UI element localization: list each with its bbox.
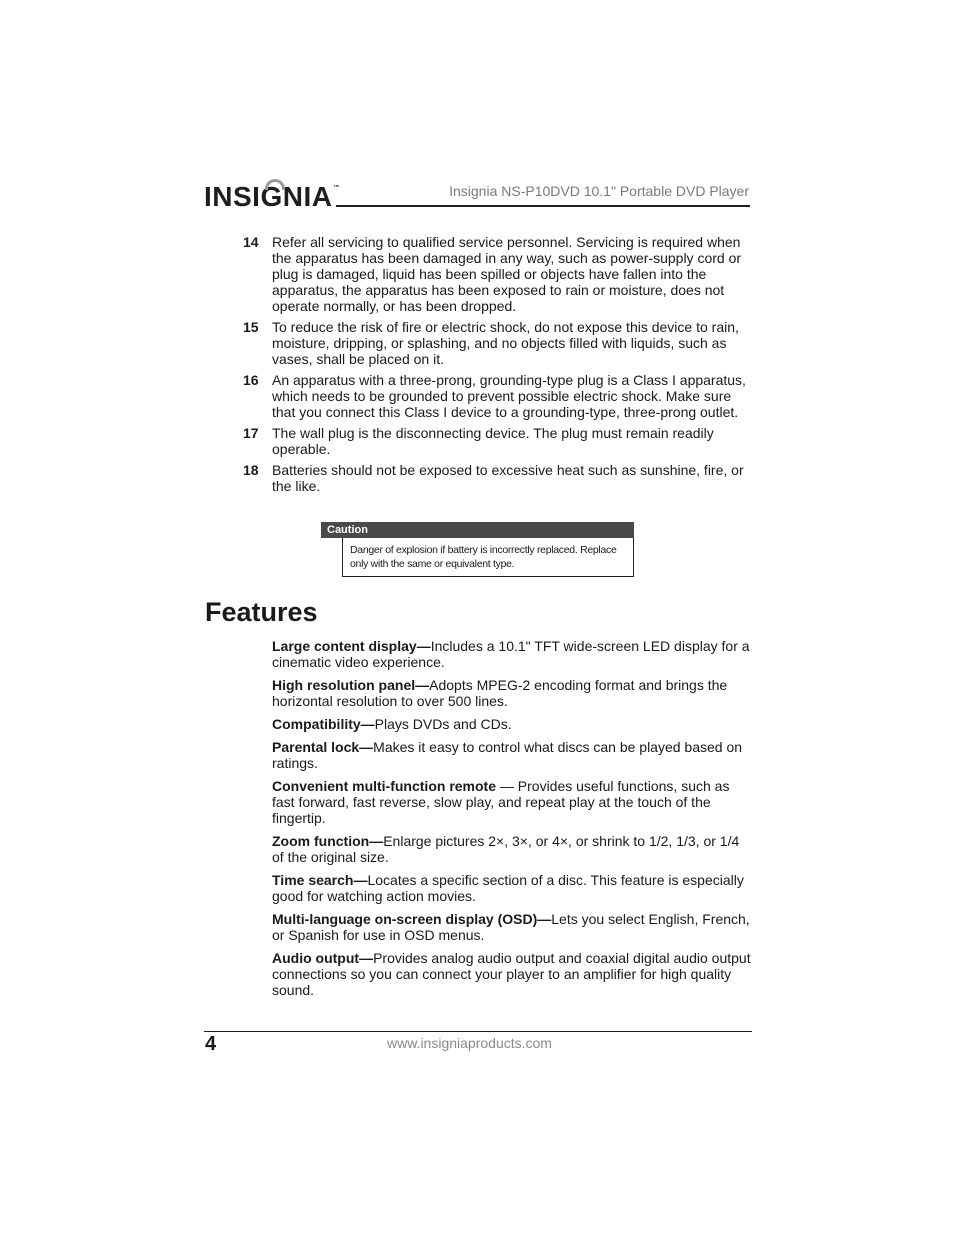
safety-item: [243, 234, 753, 314]
header-rule: [336, 205, 750, 207]
feature-label: Audio output—: [272, 950, 374, 966]
feature-text: Provides analog audio output and coaxial digital audio output connections so you can connect your player to an amplifier for high quality sound.: [272, 950, 751, 998]
item-number: 14: [243, 234, 259, 250]
item-number: 18: [243, 462, 259, 478]
trademark-mark: ™: [333, 185, 340, 191]
feature-item: [272, 950, 752, 998]
feature-item: [272, 872, 752, 904]
feature-item: [272, 638, 752, 670]
safety-item: [243, 462, 753, 494]
feature-text: — Provides useful functions, such as fast forward, fast reverse, slow play, and repeat play at the touch of the fingertip.: [272, 778, 730, 826]
section-title: Features: [205, 597, 318, 627]
caution-heading: Caution: [321, 522, 634, 538]
item-text: Refer all servicing to qualified service personnel. Servicing is required when the apparatus has been damaged in any way, such as power-supply cord or plug is damaged, liquid has been spilled or objects have fallen into the apparatus, the apparatus has been exposed to rain or moisture, does not operate normally, or has been dropped.: [272, 234, 742, 314]
header-title: Insignia NS-P10DVD 10.1" Portable DVD Player: [449, 183, 749, 199]
feature-label: Convenient multi-function remote: [272, 778, 496, 794]
item-number: 15: [243, 319, 259, 335]
item-number: 16: [243, 372, 259, 388]
feature-label: Parental lock—: [272, 739, 374, 755]
item-text: The wall plug is the disconnecting device. The plug must remain readily operable.: [272, 425, 714, 457]
feature-label: Zoom function—: [272, 833, 384, 849]
feature-item: [272, 716, 752, 732]
brand-name: INSIGNIA: [204, 181, 333, 212]
feature-item: [272, 739, 752, 771]
item-text: An apparatus with a three-prong, grounding-type plug is a Class I apparatus, which needs to be grounded to prevent possible electric shock. Make sure that you connect this Class I device to a grounding-type, three-prong outlet.: [272, 372, 746, 420]
footer-rule: [204, 1031, 752, 1032]
feature-label: Time search—: [272, 872, 368, 888]
safety-item: [243, 372, 753, 420]
feature-text: Enlarge pictures 2×, 3×, or 4×, or shrink to 1/2, 1/3, or 1/4 of the original size.: [272, 833, 740, 865]
item-number: 17: [243, 425, 259, 441]
caution-box: [321, 522, 634, 577]
brand-logo: [204, 179, 340, 215]
feature-item: [272, 677, 752, 709]
feature-text: Locates a specific section of a disc. This feature is especially good for watching action movies.: [272, 872, 744, 904]
caution-text: Danger of explosion if battery is incorrectly replaced. Replace only with the same or equivalent type.: [342, 538, 634, 577]
feature-label: Compatibility—: [272, 716, 375, 732]
footer-url[interactable]: www.insigniaproducts.com: [387, 1035, 552, 1051]
safety-item: [243, 425, 753, 457]
feature-text: Adopts MPEG-2 encoding format and brings the horizontal resolution to over 500 lines.: [272, 677, 728, 709]
features-list: [272, 638, 752, 1005]
page-number: 4: [205, 1033, 217, 1055]
feature-item: [272, 833, 752, 865]
feature-item: [272, 911, 752, 943]
safety-item: [243, 319, 753, 367]
feature-text: Includes a 10.1" TFT wide-screen LED display for a cinematic video experience.: [272, 638, 750, 670]
feature-item: [272, 778, 752, 826]
feature-label: Large content display—: [272, 638, 431, 654]
feature-label: Multi-language on-screen display (OSD)—: [272, 911, 552, 927]
feature-text: Lets you select English, French, or Spanish for use in OSD menus.: [272, 911, 750, 943]
item-text: Batteries should not be exposed to excessive heat such as sunshine, fire, or the like.: [272, 462, 744, 494]
item-text: To reduce the risk of fire or electric shock, do not expose this device to rain, moisture, dripping, or splashing, and no objects filled with liquids, such as vases, shall be placed on it.: [272, 319, 739, 367]
feature-label: High resolution panel—: [272, 677, 430, 693]
feature-text: Plays DVDs and CDs.: [374, 716, 512, 732]
safety-list: [243, 234, 753, 499]
feature-text: Makes it easy to control what discs can be played based on ratings.: [272, 739, 743, 771]
